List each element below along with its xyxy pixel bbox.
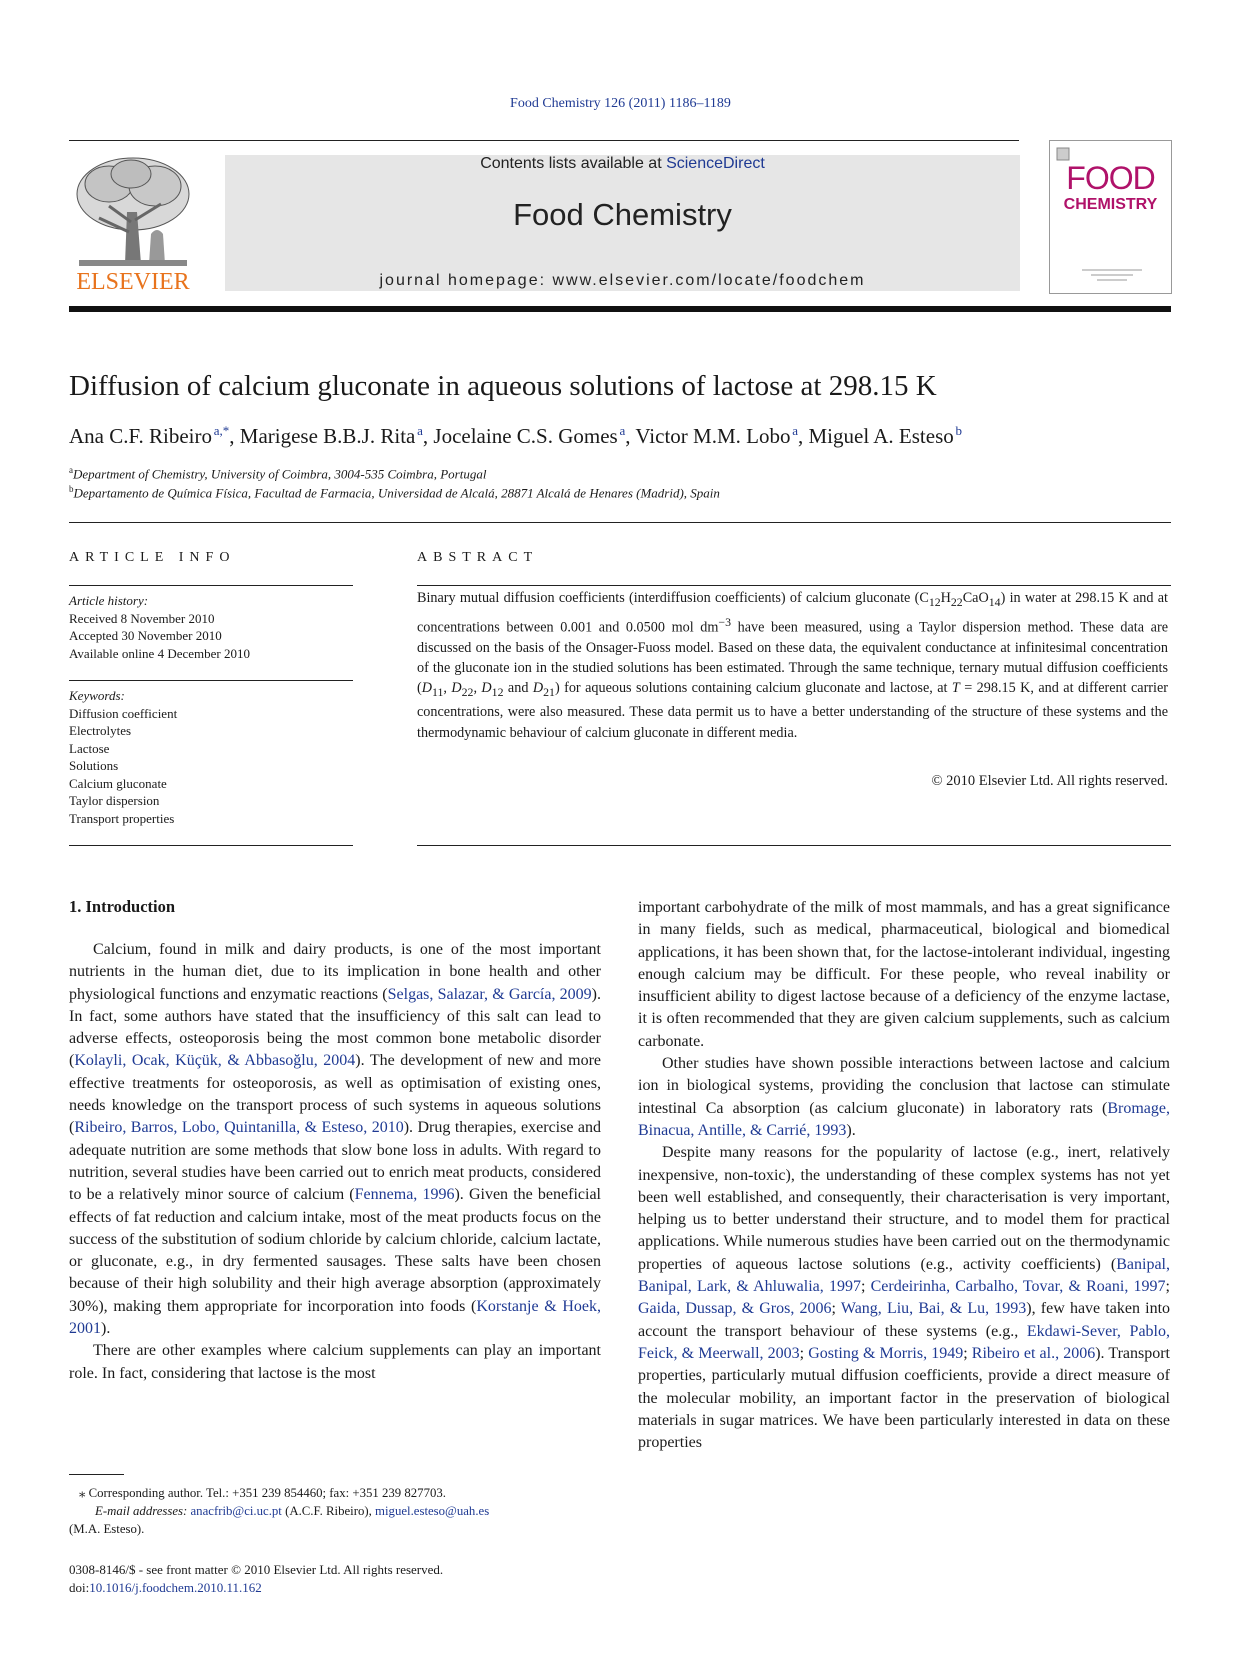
journal-homepage[interactable]: journal homepage: www.elsevier.com/locate/foodchem: [379, 272, 866, 289]
front-matter: [69, 1561, 669, 1597]
affiliation-mark: b: [69, 484, 74, 494]
body-column-left: [69, 939, 601, 1385]
footnote-star: ⁎: [79, 1486, 86, 1500]
author-affiliation-mark[interactable]: a: [619, 423, 626, 438]
keywords-label: Keywords:: [69, 688, 125, 703]
citation-link[interactable]: Bromage, Binacua, Antille, & Carrié, 1993: [638, 1099, 1170, 1139]
keyword: Transport properties: [69, 810, 175, 826]
small-logo-icon: [1056, 147, 1070, 161]
email-link[interactable]: miguel.esteso@uah.es: [375, 1504, 490, 1518]
cover-title-chemistry: CHEMISTRY: [1063, 196, 1158, 213]
paragraph: important carbohydrate of the milk of most mammals, and has a great significance in many fields, such as medical, pharmaceutical, biological and biomedical applications, it has been shown that, for the lactose-intolerant individual, ingesting enough calcium may be difficult. For these people, who reveal inability or insufficient ability to digest lactose because of a deficiency of the enzyme lactase, it is often recommended that they are given calcium supplements, such as calcium carbonate.: [638, 899, 1170, 1050]
contents-line: [225, 155, 1020, 173]
paragraph: Other studies have shown possible interactions between lactose and calcium ion in biological systems, providing the conclusion that lactose can stimulate intestinal Ca absorption (as calcium gluconate) in laboratory rats (Bromage, Binacua, Antille, & Carrié, 1993).: [638, 1055, 1170, 1139]
author-name: Miguel A. Esteso: [808, 424, 954, 448]
author-name: Ana C.F. Ribeiro: [69, 424, 212, 448]
author-affiliation-mark[interactable]: a: [417, 423, 423, 438]
history-received: Received 8 November 2010: [69, 610, 215, 626]
front-matter-line: 0308-8146/$ - see front matter © 2010 Elsevier Ltd. All rights reserved.: [69, 1562, 444, 1577]
citation-link[interactable]: Cerdeirinha, Carbalho, Tovar, & Roani, 1997: [870, 1278, 1166, 1296]
abstract-heading: ABSTRACT: [417, 550, 539, 565]
journal-reference[interactable]: Food Chemistry 126 (2011) 1186–1189: [510, 96, 731, 111]
citation-link[interactable]: Ribeiro et al., 2006: [971, 1344, 1096, 1362]
body-column-right: [638, 897, 1170, 1454]
email-link[interactable]: anacfrib@ci.uc.pt: [190, 1504, 282, 1518]
keyword: Taylor dispersion: [69, 793, 160, 808]
corresponding-author-note: ⁎ Corresponding author. Tel.: +351 239 854460; fax: +351 239 827703.: [79, 1486, 446, 1500]
journal-cover-thumbnail[interactable]: [1049, 140, 1172, 294]
section-heading-introduction: 1. Introduction: [69, 897, 176, 916]
citation-link[interactable]: Gosting & Morris, 1949: [808, 1344, 964, 1362]
abstract-copyright: © 2010 Elsevier Ltd. All rights reserved.: [931, 773, 1168, 789]
author-affiliation-mark[interactable]: a,*: [213, 423, 230, 438]
author-affiliation-mark[interactable]: b: [955, 423, 963, 438]
author-list: Ana C.F. Ribeiro $^{a,*}$, Marigese B.B.J. Rita $^a$, Jocelaine C.S. Gomes $^a$, Victor M.M. Lobo $^a$, Miguel A. Esteso $^b$: [69, 423, 963, 448]
journal-header-box: [225, 155, 1020, 291]
header-thick-rule: [69, 306, 1171, 312]
email-label: E-mail addresses:: [95, 1504, 188, 1518]
abstract-rule: [417, 585, 1171, 586]
author-name: Marigese B.B.J. Rita: [239, 424, 416, 448]
paragraph: Despite many reasons for the popularity of lactose (e.g., inert, relatively inexpensive, non-toxic), the understanding of these complex systems has not yet been well established, and consequently, their characterisation is very important, helping us to better understand their structure, and to model them for practical applications. While numerous studies have been carried out on the thermodynamic properties of aqueous lactose solutions (e.g., activity coefficients) (Banipal, Banipal, Lark, & Ahluwalia, 1997; Cerdeirinha, Carbalho, Tovar, & Roani, 1997; Gaida, Dussap, & Gros, 2006; Wang, Liu, Bai, & Lu, 1993), few have taken into account the transport behaviour of these systems (e.g., Ekdawi-Sever, Pablo, Feick, & Meerwall, 2003; Gosting & Morris, 1949; Ribeiro et al., 2006). Transport properties, particularly mutual diffusion coefficients, provide a direct measure of the molecular mobility, an important factor in the preservation of biological materials in sugar matrices. We have been particularly interested in data on these properties: [638, 1144, 1171, 1452]
author-affiliation-mark[interactable]: a: [792, 423, 798, 438]
citation-link[interactable]: Korstanje & Hoek, 2001: [69, 1297, 601, 1338]
history-label: Article history:: [69, 593, 149, 608]
journal-name: Food Chemistry: [513, 197, 732, 232]
affiliation-text: Departamento de Química Física, Facultad de Farmacia, Universidad de Alcalá, 28871 Alcalá de Henares (Madrid), Spain: [73, 485, 720, 501]
footnote-rule: [69, 1474, 124, 1475]
paragraph: Calcium, found in milk and dairy products, is one of the most important nutrients in the human diet, due to its implication in bone health and other physiological functions and enzymatic reactions (Selgas, Salazar, & García, 2009). In fact, some authors have stated that the insufficiency of this salt can lead to adverse effects, osteoporosis being the most common bone metabolic disorder (Kolayli, Ocak, Küçük, & Abbasoğlu, 2004). The development of new and more effective treatments for osteoporosis, as well as optimisation of existing ones, needs knowledge on the transport process of such systems in aqueous solutions (Ribeiro, Barros, Lobo, Quintanilla, & Esteso, 2010). Drug therapies, exercise and adequate nutrition are some methods that slow bone loss in adults. With regard to nutrition, several studies have been carried out to enrich meat products, considered to be a relatively minor source of calcium (Fennema, 1996). Given the beneficial effects of fat reduction and calcium intake, most of the meat products focus on the success of the substitution of sodium chloride by calcium chloride, calcium lactate, or gluconate, e.g., in dry fermented sausages. These salts have been chosen because of their high solubility and their high average absorption (approximately 30%), making them appropriate for incorporation into foods (Korstanje & Hoek, 2001).: [69, 941, 602, 1338]
history-online: Available online 4 December 2010: [69, 645, 250, 661]
citation-link[interactable]: Wang, Liu, Bai, & Lu, 1993: [840, 1300, 1027, 1318]
abstract-bottom-rule: [417, 845, 1171, 846]
article-info-heading: ARTICLE INFO: [69, 550, 236, 565]
elsevier-logo[interactable]: [69, 152, 197, 296]
tree-icon: [69, 152, 197, 270]
author-name: Victor M.M. Lobo: [635, 424, 791, 448]
keyword: Electrolytes: [69, 723, 132, 738]
affiliation-a: [69, 465, 486, 482]
footnotes: [69, 1484, 601, 1538]
author-name: Jocelaine C.S. Gomes: [433, 424, 618, 448]
citation-link[interactable]: Banipal, Banipal, Lark, & Ahluwalia, 1997: [638, 1255, 1170, 1296]
keyword: Calcium gluconate: [69, 775, 167, 791]
article-info-rule: [69, 585, 353, 586]
affiliation-b: [69, 484, 720, 501]
keywords-list: [69, 687, 353, 827]
cover-small-print: [1082, 269, 1142, 283]
header-divider: [69, 140, 1019, 141]
citation-link[interactable]: Ribeiro, Barros, Lobo, Quintanilla, & Esteso, 2010: [74, 1119, 404, 1137]
citation-link[interactable]: Ekdawi-Sever, Pablo, Feick, & Meerwall, 2003: [638, 1322, 1171, 1362]
keyword: Diffusion coefficient: [69, 705, 178, 721]
citation-link[interactable]: Kolayli, Ocak, Küçük, & Abbasoğlu, 2004: [74, 1052, 356, 1070]
email-owner: (M.A. Esteso).: [69, 1522, 145, 1536]
elsevier-wordmark: ELSEVIER: [76, 269, 190, 295]
article-title: Diffusion of calcium gluconate in aqueous solutions of lactose at 298.15 K: [69, 370, 937, 402]
citation-link[interactable]: Selgas, Salazar, & García, 2009: [387, 985, 592, 1003]
keywords-rule: [69, 680, 353, 681]
keyword: Lactose: [69, 740, 110, 756]
email-note: E-mail addresses: anacfrib@ci.uc.pt (A.C.F. Ribeiro), miguel.esteso@uah.es: [95, 1504, 490, 1518]
citation-link[interactable]: Gaida, Dussap, & Gros, 2006: [638, 1300, 832, 1318]
history-accepted: Accepted 30 November 2010: [69, 628, 222, 643]
article-history: [69, 592, 353, 662]
cover-title-food: FOOD: [1066, 160, 1155, 196]
sciencedirect-link[interactable]: ScienceDirect: [666, 155, 765, 172]
affiliation-text: Department of Chemistry, University of Coimbra, 3004-535 Coimbra, Portugal: [73, 466, 487, 482]
title-divider: [69, 522, 1171, 523]
contents-prefix: Contents lists available at: [480, 155, 667, 172]
citation-link[interactable]: Fennema, 1996: [354, 1186, 455, 1204]
doi-line: doi:10.1016/j.foodchem.2010.11.162: [69, 1580, 262, 1595]
abstract-text: Binary mutual diffusion coefficients (interdiffusion coefficients) of calcium gluconate $(C_{12}H_{22}CaO_{14})$ in water at 298.15 K and at concentrations between 0.001 and 0.0500 mol $dm^{-3}$ have been measured, using a Taylor dispersion method. These data are discussed on the basis of the Onsager-Fuoss model. Based on these data, the equivalent conductance at infinitesimal concentration of the gluconate ion in the studied solutions has been estimated. Through the same technique, ternary mutual diffusion coefficients ($D_{11}$, $D_{22}$, $D_{12}$ and $D_{21}$) for aqueous solutions containing calcium gluconate and lactose, at T = 298.15 K, and at different carrier concentrations, were also measured. These data permit us to have a better understanding of the structure of these systems and the thermodynamic behaviour of calcium gluconate in different media.: [417, 590, 1168, 741]
affiliation-mark: a: [69, 465, 73, 475]
paragraph: There are other examples where calcium supplements can play an important role. In fact, considering that lactose is the most: [69, 1342, 601, 1382]
doi-link[interactable]: 10.1016/j.foodchem.2010.11.162: [89, 1580, 262, 1595]
keyword: Solutions: [69, 758, 119, 773]
article-info-bottom-rule: [69, 845, 353, 846]
